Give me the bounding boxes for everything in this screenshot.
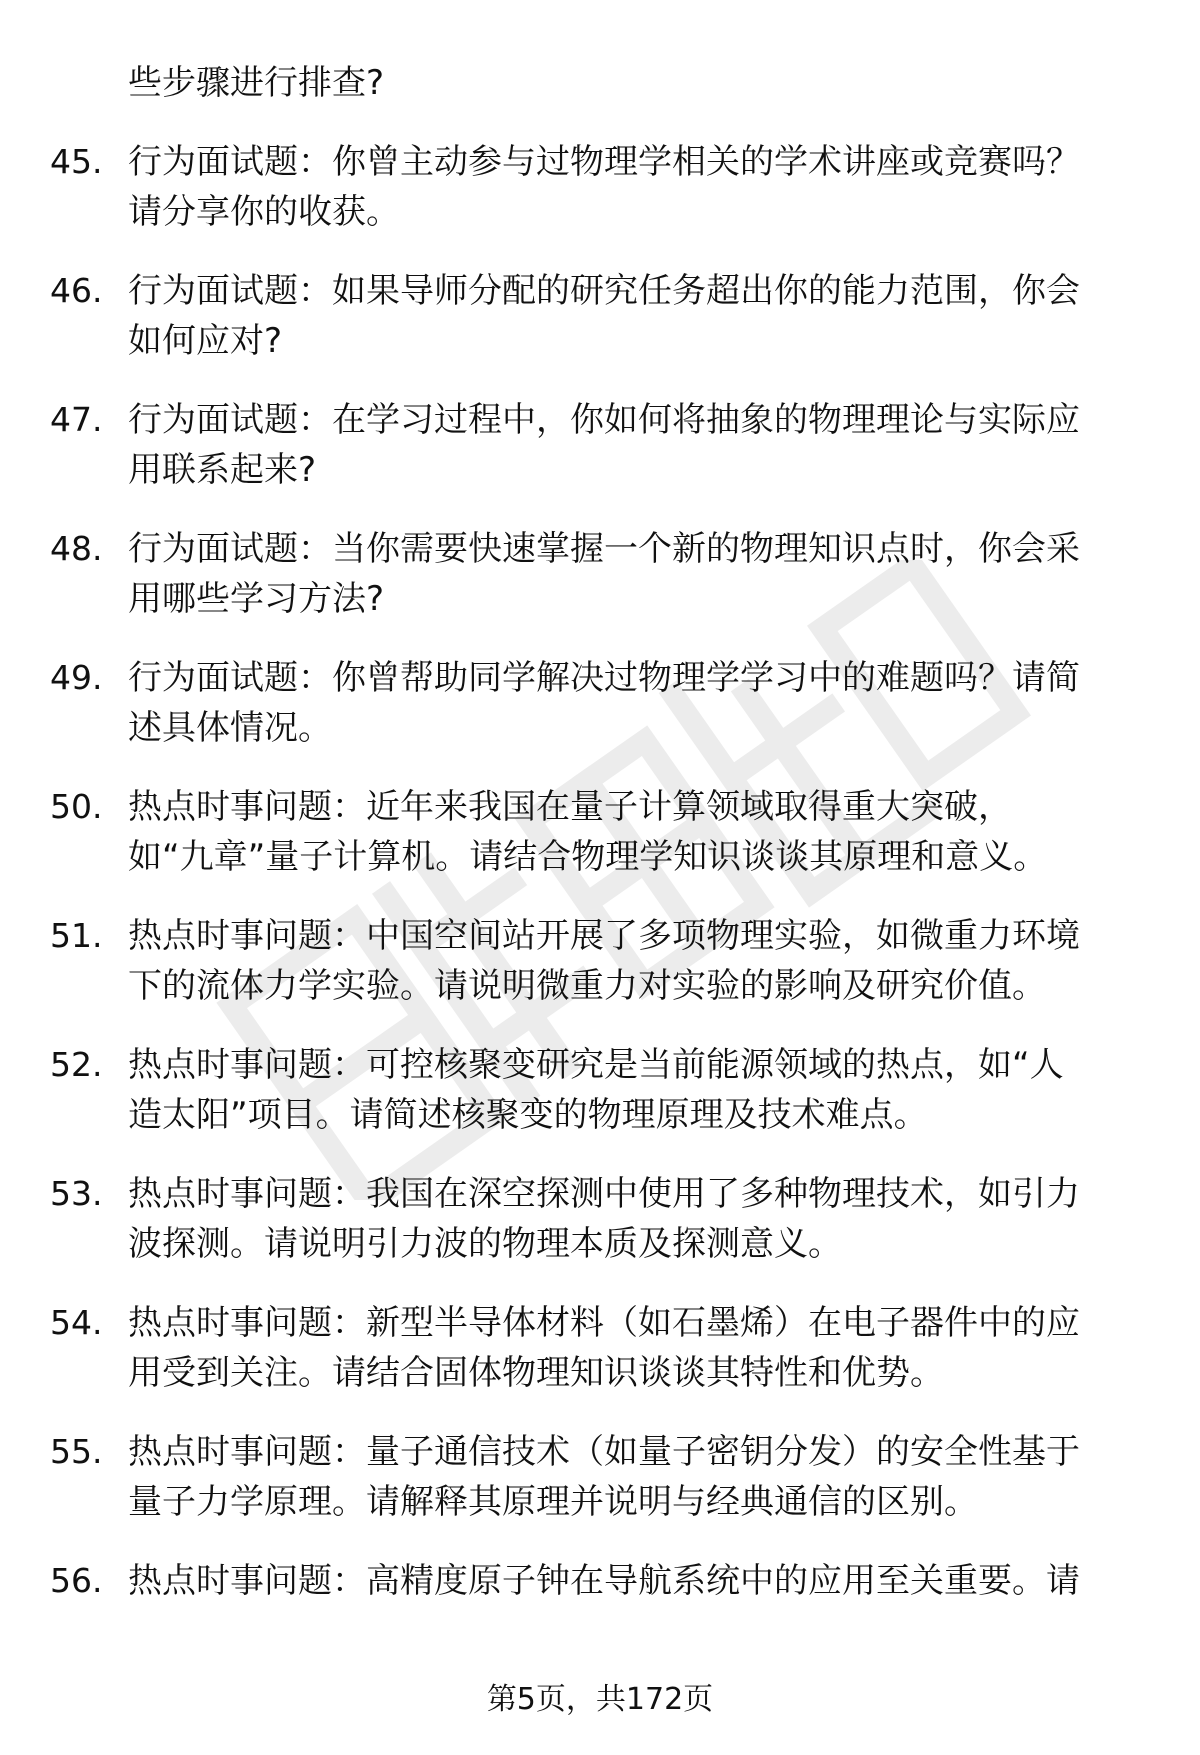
question-item — [50, 1040, 1150, 1140]
question-number: 56. — [50, 1561, 103, 1600]
question-text — [128, 1040, 1150, 1140]
question-item — [50, 911, 1150, 1011]
question-item — [50, 524, 1150, 624]
question-text-line: 热点时事问题：近年来我国在量子计算领域取得重大突破， — [128, 787, 1012, 827]
question-text — [128, 395, 1150, 495]
question-number: 54. — [50, 1303, 103, 1342]
question-text-line: 请分享你的收获。 — [128, 192, 400, 232]
continued-line: 些步骤进行排查? — [128, 63, 385, 103]
question-item — [50, 395, 1150, 495]
question-text-line: 波探测。请说明引力波的物理本质及探测意义。 — [128, 1224, 842, 1264]
question-item — [50, 1556, 1150, 1606]
question-text — [128, 524, 1150, 624]
question-text — [128, 1556, 1150, 1606]
question-text — [128, 782, 1150, 882]
question-text-line: 用联系起来? — [128, 450, 317, 490]
question-number: 50. — [50, 787, 103, 826]
question-number: 49. — [50, 658, 103, 697]
question-text-line: 下的流体力学实验。请说明微重力对实验的影响及研究价值。 — [128, 966, 1046, 1006]
question-number: 48. — [50, 529, 103, 568]
question-number: 51. — [50, 916, 103, 955]
question-text-line: 行为面试题：当你需要快速掌握一个新的物理知识点时，你会采 — [128, 529, 1080, 569]
question-text-line: 行为面试题：在学习过程中，你如何将抽象的物理理论与实际应 — [128, 400, 1080, 440]
question-item — [50, 1169, 1150, 1269]
question-item — [50, 1427, 1150, 1527]
question-item — [50, 653, 1150, 753]
question-number: 47. — [50, 400, 103, 439]
question-item — [50, 137, 1150, 237]
question-text-line: 热点时事问题：量子通信技术（如量子密钥分发）的安全性基于 — [128, 1432, 1080, 1472]
question-text-line: 行为面试题：你曾帮助同学解决过物理学学习中的难题吗？请简 — [128, 658, 1080, 698]
question-text-line: 量子力学原理。请解释其原理并说明与经典通信的区别。 — [128, 1482, 978, 1522]
question-text-line: 热点时事问题：可控核聚变研究是当前能源领域的热点，如“人 — [128, 1045, 1064, 1085]
question-number: 46. — [50, 271, 103, 310]
question-text-line: 热点时事问题：高精度原子钟在导航系统中的应用至关重要。请 — [128, 1561, 1080, 1601]
question-item — [50, 1298, 1150, 1398]
question-item — [50, 782, 1150, 882]
page-footer: 第5页，共172页 — [486, 1682, 714, 1717]
question-text — [128, 1169, 1150, 1269]
question-text-line: 用受到关注。请结合固体物理知识谈谈其特性和优势。 — [128, 1353, 944, 1393]
question-text-line: 热点时事问题：中国空间站开展了多项物理实验，如微重力环境 — [128, 916, 1080, 956]
question-text-line: 如“九章”量子计算机。请结合物理学知识谈谈其原理和意义。 — [128, 837, 1048, 877]
question-number: 45. — [50, 142, 103, 181]
question-text-line: 行为面试题：如果导师分配的研究任务超出你的能力范围，你会 — [128, 271, 1080, 311]
question-text-line: 热点时事问题：我国在深空探测中使用了多种物理技术，如引力 — [128, 1174, 1080, 1214]
question-text-line: 述具体情况。 — [128, 708, 332, 748]
question-number: 52. — [50, 1045, 103, 1084]
question-text — [128, 911, 1150, 1011]
question-text-line: 行为面试题：你曾主动参与过物理学相关的学术讲座或竞赛吗？ — [128, 142, 1080, 182]
question-item — [50, 266, 1150, 366]
question-text-line: 如何应对? — [128, 321, 283, 361]
question-text — [128, 653, 1150, 753]
question-list — [50, 137, 1150, 1606]
question-number: 53. — [50, 1174, 103, 1213]
question-number: 55. — [50, 1432, 103, 1471]
question-text — [128, 137, 1150, 237]
question-text — [128, 1298, 1150, 1398]
document-body — [50, 58, 1150, 1635]
question-text-line: 用哪些学习方法? — [128, 579, 385, 619]
question-text-line: 造太阳”项目。请简述核聚变的物理原理及技术难点。 — [128, 1095, 928, 1135]
question-text — [128, 266, 1150, 366]
question-text-line: 热点时事问题：新型半导体材料（如石墨烯）在电子器件中的应 — [128, 1303, 1080, 1343]
question-text — [128, 1427, 1150, 1527]
